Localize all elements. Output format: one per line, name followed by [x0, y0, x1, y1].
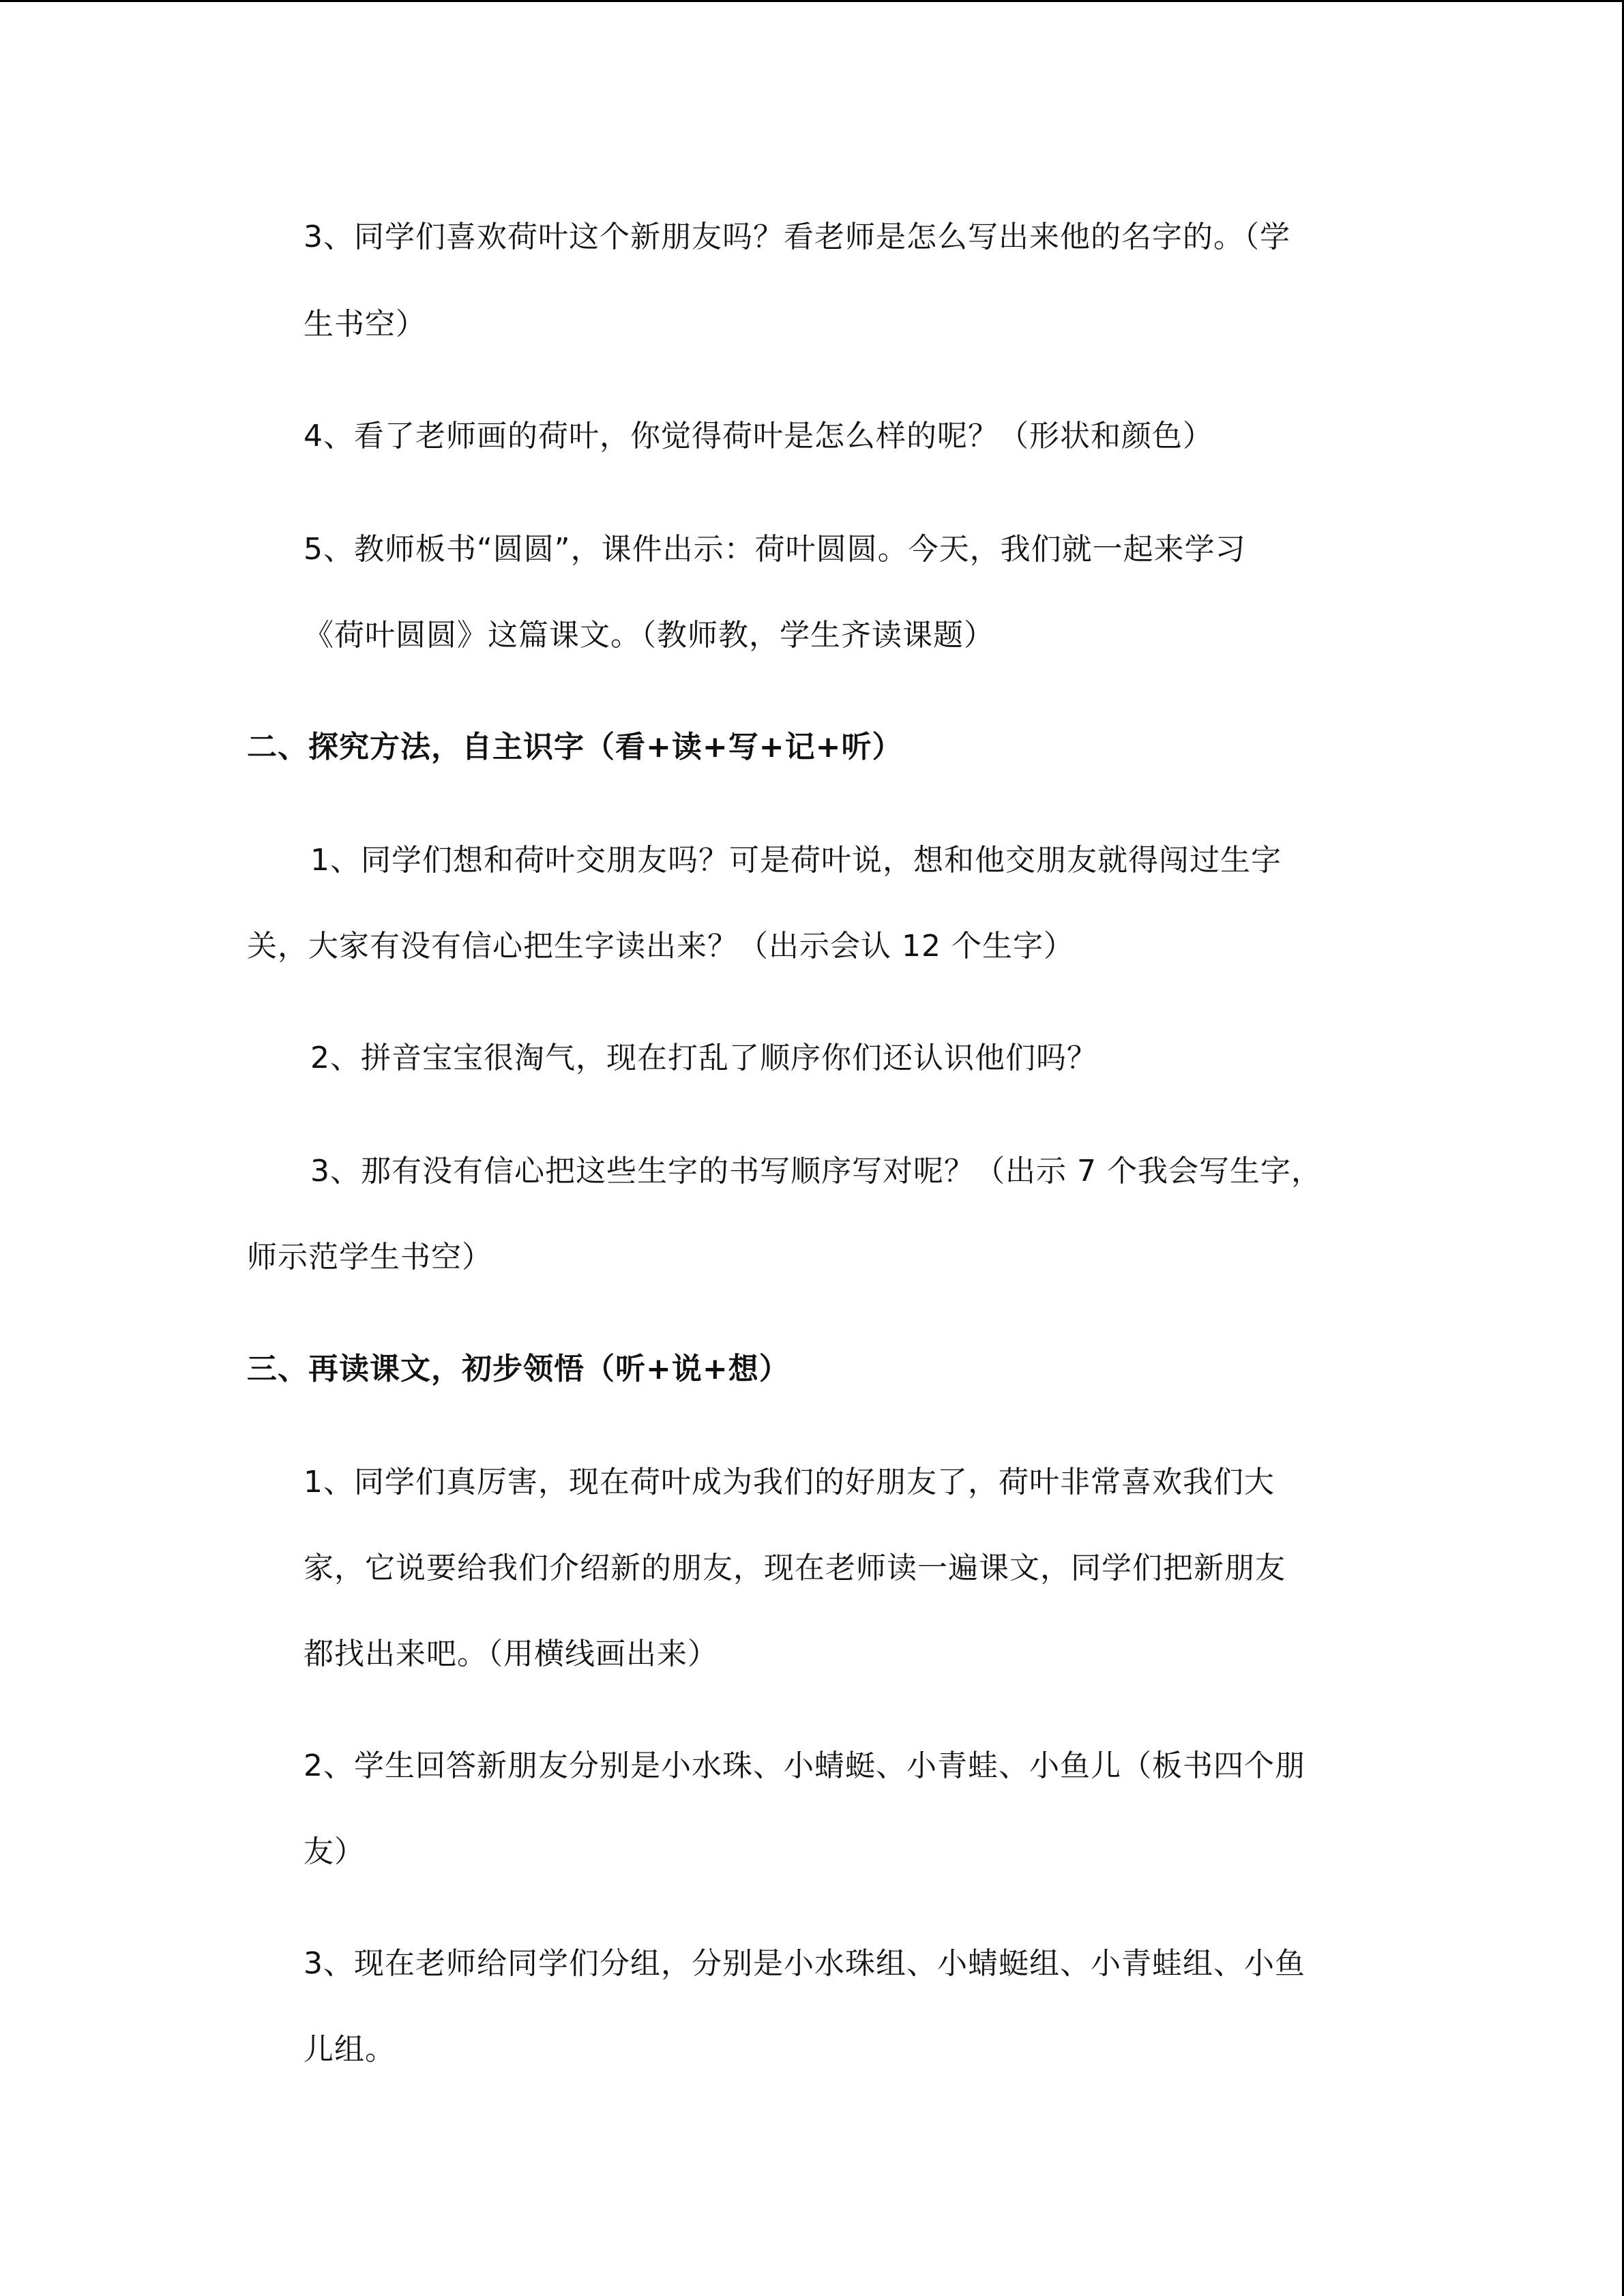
section3-item1-line1: 1、同学们真厉害，现在荷叶成为我们的好朋友了，荷叶非常喜欢我们大 [304, 1465, 1275, 1500]
item5-line1: 5、教师板书“圆圆”，课件出示：荷叶圆圆。今天，我们就一起来学习 [304, 532, 1246, 567]
section3-item1-line3: 都找出来吧。（用横线画出来） [304, 1637, 718, 1671]
section3-item1-line2: 家，它说要给我们介绍新的朋友，现在老师读一遍课文，同学们把新朋友 [304, 1551, 1286, 1585]
section2-heading: 二、探究方法，自主识字（看+读+写+记+听） [247, 730, 903, 764]
section2-item2-line: 2、拼音宝宝很淘气，现在打乱了顺序你们还认识他们吗？ [310, 1041, 1097, 1075]
page-border-top [0, 0, 1624, 2]
section3-item2-line2: 友） [304, 1834, 365, 1869]
item3-line1: 3、同学们喜欢荷叶这个新朋友吗？看老师是怎么写出来他的名字的。（学 [304, 220, 1290, 254]
item4-line: 4、看了老师画的荷叶，你觉得荷叶是怎么样的呢？（形状和颜色） [304, 419, 1213, 453]
section2-item3-line1: 3、那有没有信心把这些生字的书写顺序写对呢？（出示 7 个我会写生字， [310, 1154, 1322, 1189]
section3-item3-line2: 儿组。 [304, 2032, 396, 2067]
item3-line2: 生书空） [304, 307, 426, 342]
item5-line2: 《荷叶圆圆》这篇课文。（教师教，学生齐读课题） [304, 618, 994, 653]
section3-item3-line1: 3、现在老师给同学们分组，分别是小水珠组、小蜻蜓组、小青蛙组、小鱼 [304, 1946, 1305, 1981]
section2-item3-line2: 师示范学生书空） [247, 1240, 492, 1274]
section2-item1-line2: 关，大家有没有信心把生字读出来？（出示会认 12 个生字） [247, 929, 1074, 964]
section3-item2-line1: 2、学生回答新朋友分别是小水珠、小蜻蜓、小青蛙、小鱼儿（板书四个朋 [304, 1748, 1305, 1783]
section2-item1-line1: 1、同学们想和荷叶交朋友吗？可是荷叶说，想和他交朋友就得闯过生字 [310, 843, 1282, 878]
section3-heading: 三、再读课文，初步领悟（听+说+想） [247, 1352, 790, 1386]
